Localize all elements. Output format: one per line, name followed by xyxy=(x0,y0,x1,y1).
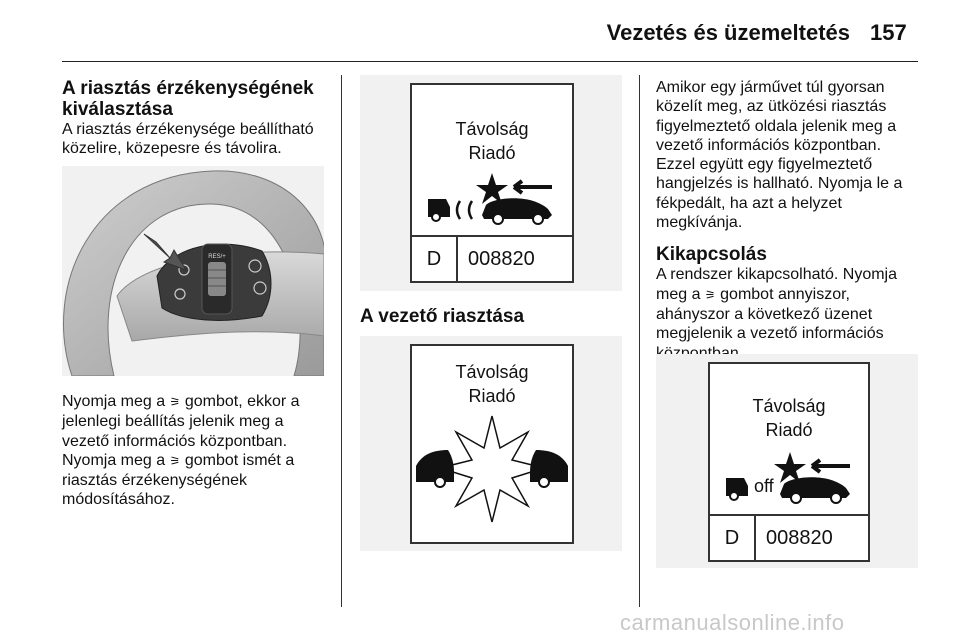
following-distance-button-icon: ⚞ xyxy=(169,453,181,468)
page-number: 157 xyxy=(870,20,907,45)
disable-part-2: gombot annyiszor, ahányszor a következő üzenet megjelenik a vezető információs xyxy=(656,285,884,343)
sensor-waves-icon xyxy=(457,201,472,219)
disable-paragraph xyxy=(656,265,918,362)
display-figure-2 xyxy=(360,336,622,551)
steering-wheel-illustration xyxy=(62,166,324,376)
display-figure-1 xyxy=(360,75,622,291)
collision-alert-paragraph: Amikor egy járművet túl gyorsan közelít meg, az ütközési riasztás figyelmeztető oldala jelenik meg a vezető információs központban. Ezzel együtt egy figyelmeztető hangjelzés is hallható. Nyomja le a fékpedált, ha azt a helyzet megkívánja. xyxy=(656,79,903,232)
header-rule xyxy=(62,61,918,62)
wheel-res-label: RES/+ xyxy=(208,254,226,260)
display3-line1: Távolság xyxy=(752,396,826,416)
dic-display-2 xyxy=(410,344,574,544)
running-header-title: Vezetés és üzemeltetés xyxy=(606,20,850,45)
display3-line2: Riadó xyxy=(765,420,813,440)
following-distance-button-icon: ⚞ xyxy=(169,395,181,409)
dic-display-3 xyxy=(708,362,870,562)
instruction-paragraph xyxy=(62,392,330,510)
impact-burst-icon xyxy=(440,416,544,522)
display3-code-row xyxy=(710,514,868,560)
instruction-part-2: gombot, ekkor a jelenlegi beállítás jelenik meg a vezető információs központban. Nyomja meg a xyxy=(62,393,300,469)
other-car-front-icon xyxy=(530,450,568,482)
instruction-part-1: Nyomja meg a xyxy=(62,393,166,410)
alert-off-graphic xyxy=(718,448,862,504)
display1-code-row xyxy=(412,235,572,281)
section-heading-sensitivity: A riasztás érzékenységének kiválasztása xyxy=(62,78,314,120)
collision-burst-graphic xyxy=(412,410,572,530)
section-heading-driver-alert: A vezető riasztása xyxy=(360,306,525,327)
disable-part-1: A rendszer kikapcsolható. Nyomja meg a xyxy=(656,266,897,303)
approach-arrow-icon xyxy=(812,460,850,472)
driver-alert-heading-wrap xyxy=(360,306,630,327)
collision-alert-graphic xyxy=(420,169,564,225)
own-car-front-icon xyxy=(416,450,454,482)
steering-wheel-figure xyxy=(62,166,324,376)
display2-line1: Távolság xyxy=(455,362,529,382)
display1-line2: Riadó xyxy=(468,143,516,163)
section-heading-disable: Kikapcsolás xyxy=(656,244,767,266)
following-distance-button-icon: ⚞ xyxy=(704,287,716,302)
display1-line1: Távolság xyxy=(455,119,529,139)
intro-paragraph: A riasztás érzékenysége beállítható közelire, közepesre és távolira. xyxy=(62,121,314,158)
column-divider-2 xyxy=(639,75,640,607)
approach-arrow-icon xyxy=(514,181,552,193)
column-1 xyxy=(62,78,330,159)
display3-off-label: off xyxy=(754,476,774,496)
dic-display-1 xyxy=(410,83,574,283)
display3-code-letter: D xyxy=(710,516,756,560)
instruction-part-3: gombot ismét a riasztás érzékenységének módosításához. xyxy=(62,451,295,509)
column-divider-1 xyxy=(341,75,342,607)
display-figure-3 xyxy=(656,354,918,568)
display1-code: 008820 xyxy=(468,248,535,270)
display2-line2: Riadó xyxy=(468,386,516,406)
display3-code: 008820 xyxy=(766,527,833,549)
display1-code-letter: D xyxy=(412,237,458,281)
column-1-body xyxy=(62,392,330,510)
column-3 xyxy=(656,78,918,363)
watermark: carmanualsonline.info xyxy=(620,610,845,635)
